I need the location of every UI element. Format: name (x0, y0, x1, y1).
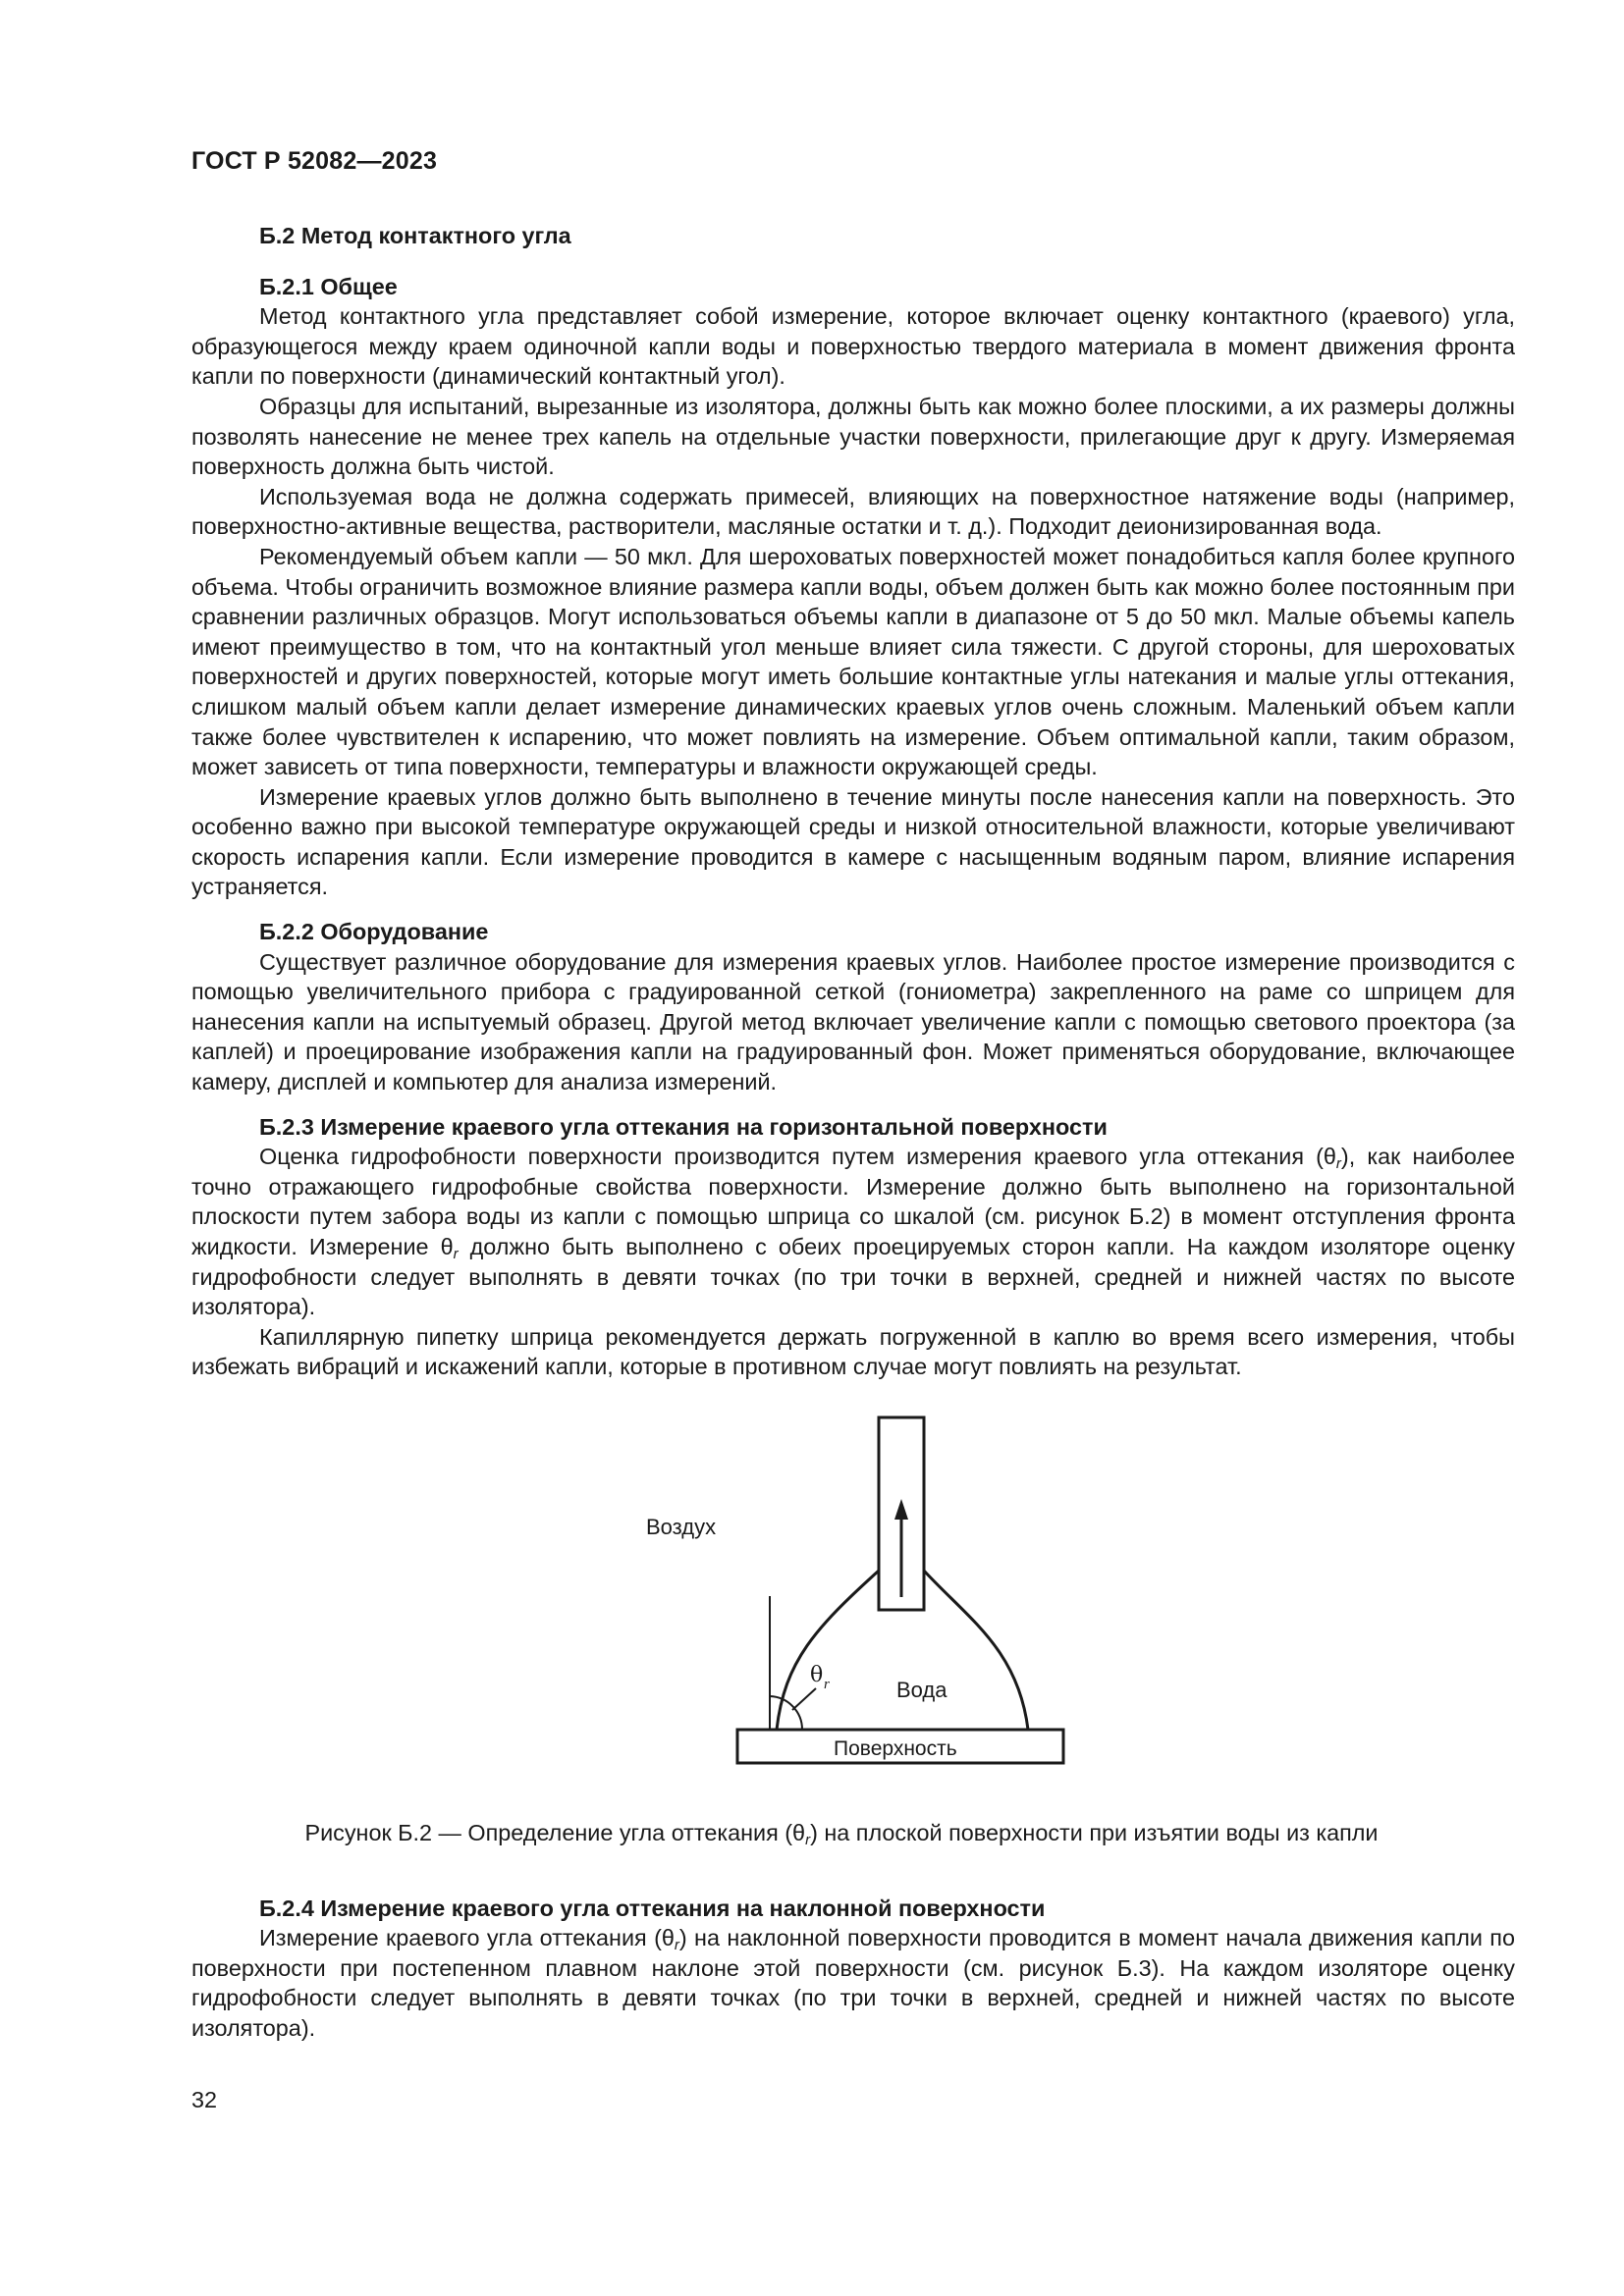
label-air: Воздух (646, 1514, 717, 1539)
paragraph (191, 1923, 1515, 2043)
subscript: r (805, 1831, 811, 1848)
section-b23-title: Б.2.3 Измерение краевого угла оттекания на горизонтальной поверхности (259, 1113, 1108, 1140)
subscript: r (1335, 1155, 1341, 1173)
figure-b2 (191, 1404, 1515, 1796)
paragraph: Рекомендуемый объем капли — 50 мкл. Для шероховатых поверхностей может понадобиться капля более крупного объема. Чтобы ограничить возможное влияние размера капли воды, объем должен быть как можно более постоянным при сравнении различных образцов. Могут использоваться объемы капли в диапазоне от 5 до 50 мкл. Малые объемы капель имеют преимущество в том, что на контактный угол меньше влияет сила тяжести. С другой стороны, для шероховатых поверхностей и других поверхностей, которые могут иметь большие контактные углы натекания и малые углы оттекания, слишком малый объем капли делает измерение динамических краевых углов очень сложным. Маленький объем капли также более чувствителен к испарению, что может повлиять на измерение. Объем оптимальной капли, таким образом, может зависеть от типа поверхности, температуры и влажности окружающей среды. (191, 543, 1515, 780)
figure-b2-caption (191, 1818, 1515, 1848)
text-run: Рисунок Б.2 — Определение угла оттекания (θ (304, 1819, 806, 1845)
paragraph: Существует различное оборудование для измерения краевых углов. Наиболее простое измерение производится с помощью увеличительного прибора с градуированной сеткой (гониометра) закрепленного на раме со шприцем для нанесения капли на испытуемый образец. Другой метод включает увеличение капли с помощью светового проектора (за каплей) и проецирование изображения капли на градуированный фон. Может применяться оборудование, включающее камеру, дисплей и компьютер для анализа измерений. (191, 948, 1515, 1095)
paragraph: Измерение краевых углов должно быть выполнено в течение минуты после нанесения капли на поверхность. Это особенно важно при высокой температуре окружающей среды и низкой относительной влажности, которые увеличивают скорость испарения капли. Если измерение проводится в камере с насыщенным водяным паром, влияние испарения устраняется. (191, 783, 1515, 900)
document-header: ГОСТ Р 52082—2023 (191, 147, 438, 175)
text-run: ) на плоской поверхности при изъятии воды из капли (810, 1819, 1379, 1845)
text-run: Измерение краевого угла оттекания (θ (259, 1925, 675, 1951)
withdraw-arrow-head (894, 1499, 908, 1520)
label-theta: θ (810, 1662, 824, 1687)
drop-diagram (191, 1404, 1515, 1796)
section-b24-title: Б.2.4 Измерение краевого угла оттекания на наклонной поверхности (259, 1895, 1046, 1921)
text-run: должно быть выполнено с обеих проецируемых сторон капли. На каждом изоляторе оценку гидрофобности следует выполнять в девяти точках (по три точки в верхней, средней и нижней частях по высоте изолятора). (191, 1234, 1515, 1320)
paragraph (191, 1142, 1515, 1322)
paragraph: Используемая вода не должна содержать примесей, влияющих на поверхностное натяжение воды (например, поверхностно-активные вещества, растворители, масляные остатки и т. д.). Подходит деионизированная вода. (191, 483, 1515, 540)
text-run: ), как наиболее точно отражающего гидрофобные свойства поверхности. Измерение должно быть выполнено на горизонтальной плоскости путем забора воды из капли с помощью шприца со шкалой (см. рисунок Б.2) в момент отступления фронта жидкости. Измерение θ (191, 1144, 1515, 1259)
label-surface: Поверхность (834, 1736, 957, 1760)
section-b2-title: Б.2 Метод контактного угла (259, 223, 571, 248)
paragraph: Капиллярную пипетку шприца рекомендуется держать погруженной в каплю во время всего измерения, чтобы избежать вибраций и искажений капли, которые в противном случае могут повлиять на результат. (191, 1323, 1515, 1380)
paragraph: Образцы для испытаний, вырезанные из изолятора, должны быть как можно более плоскими, а их размеры должны позволять нанесение не менее трех капель на отдельные участки поверхности, прилегающие друг к другу. Измеряемая поверхность должна быть чистой. (191, 393, 1515, 480)
page-content (191, 221, 1515, 2044)
theta-leader (792, 1688, 816, 1710)
text-run: Оценка гидрофобности поверхности производится путем измерения краевого угла оттекания (θ (259, 1144, 1336, 1170)
section-b21-title: Б.2.1 Общее (259, 273, 398, 299)
subscript: r (674, 1937, 679, 1954)
section-b22-title: Б.2.2 Оборудование (259, 919, 489, 945)
label-water: Вода (896, 1677, 947, 1702)
label-theta-sub: r (824, 1676, 830, 1692)
drop-right-profile (924, 1571, 1028, 1730)
page-number: 32 (191, 2087, 218, 2112)
text-run: ) на наклонной поверхности проводится в момент начала движения капли по поверхности при постепенном плавном наклоне этой поверхности (см. рисунок Б.3). На каждом изоляторе оценку гидрофобности следует выполнять в девяти точках (по три точки в верхней, средней и нижней частях по высоте изолятора). (191, 1925, 1515, 2041)
paragraph: Метод контактного угла представляет собой измерение, которое включает оценку контактного (краевого) угла, образующегося между краем одиночной капли воды и поверхностью твердого материала в момент движения фронта капли по поверхности (динамический контактный угол). (191, 303, 1515, 390)
angle-arc (770, 1696, 802, 1730)
subscript: r (453, 1246, 459, 1262)
